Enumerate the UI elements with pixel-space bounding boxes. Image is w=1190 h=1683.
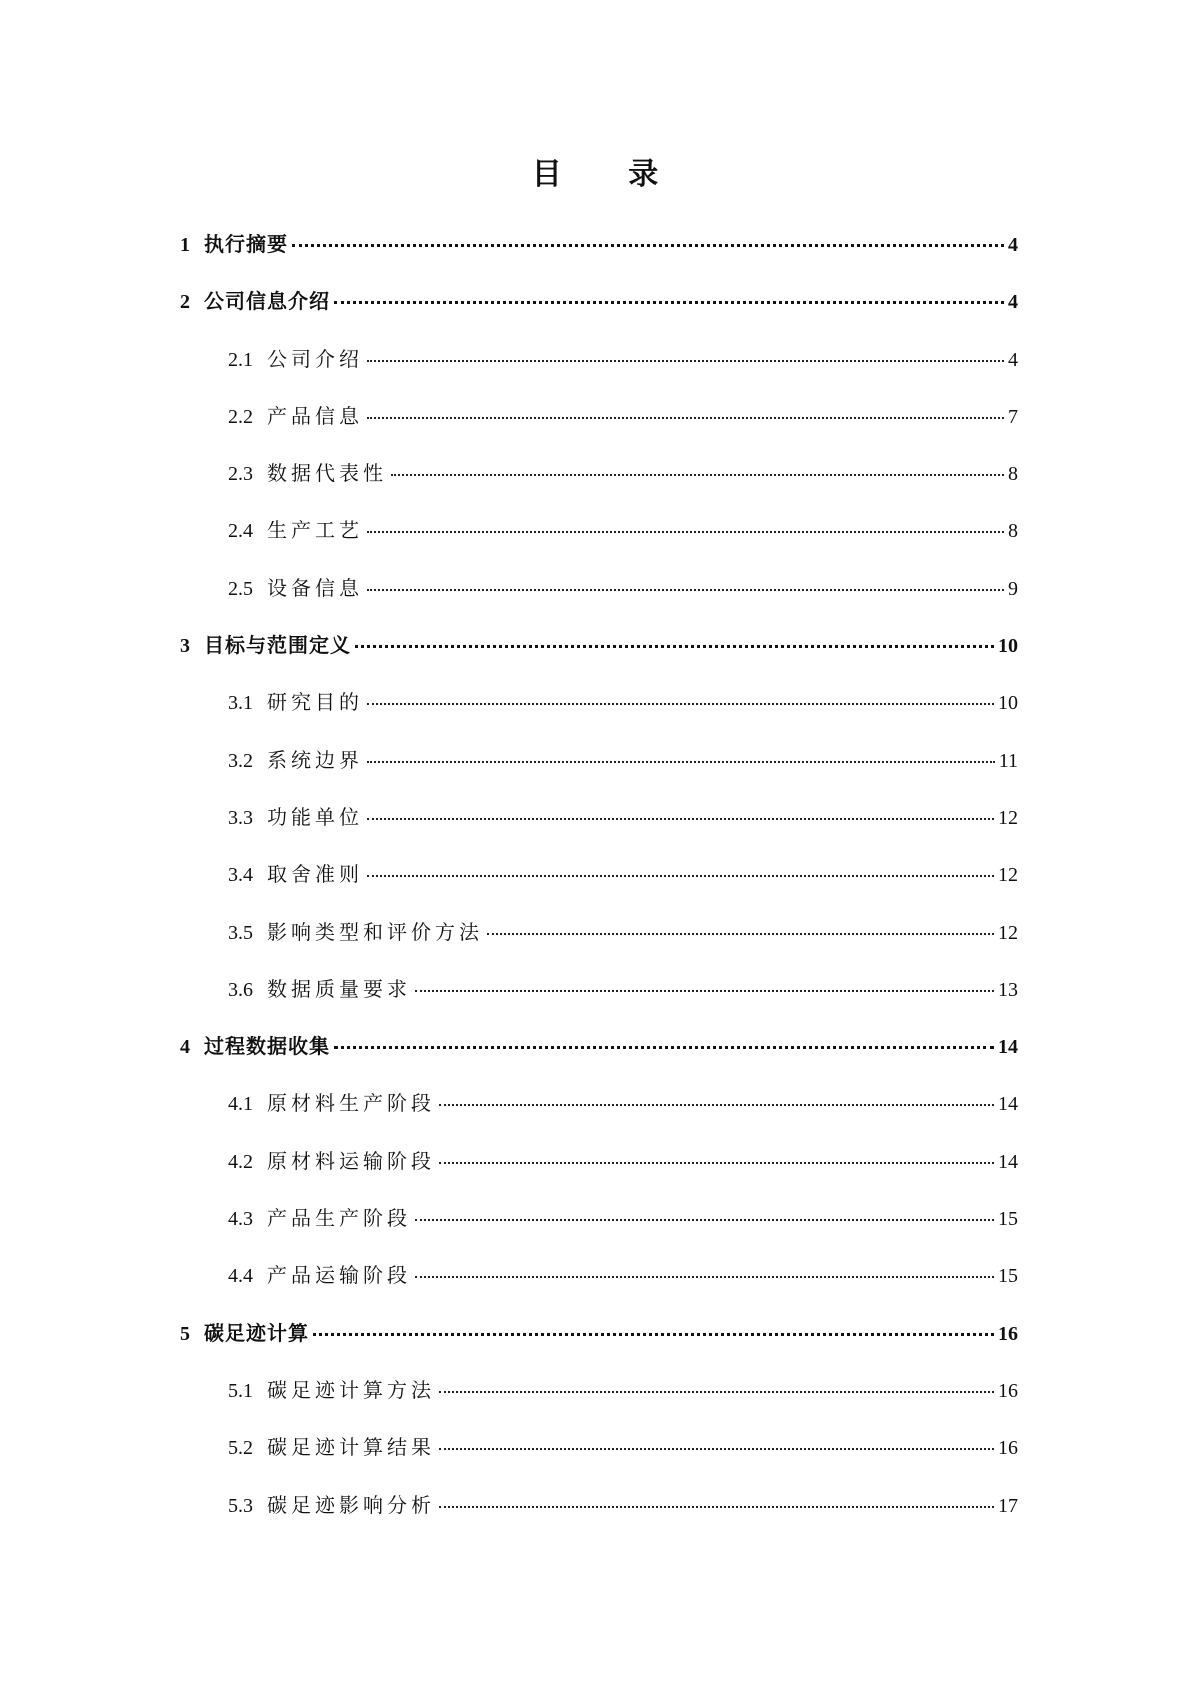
toc-section-entry[interactable] [180, 515, 1018, 572]
toc-section-entry[interactable] [180, 745, 1018, 802]
toc-page-number: 7 [1008, 405, 1018, 428]
toc-section-entry[interactable] [180, 1088, 1018, 1145]
toc-dot-leader [367, 589, 1004, 591]
toc-section-entry[interactable] [180, 573, 1018, 630]
toc-entry-number: 2.1 [228, 348, 253, 371]
toc-section-entry[interactable] [180, 917, 1018, 974]
toc-dot-leader [334, 1046, 994, 1049]
toc-section-entry[interactable] [180, 401, 1018, 458]
toc-entry-title: 生产工艺 [267, 518, 363, 543]
toc-section-entry[interactable] [180, 687, 1018, 744]
toc-chapter-entry[interactable] [180, 630, 1018, 687]
toc-dot-leader [367, 360, 1004, 362]
toc-page-number: 10 [998, 635, 1018, 658]
table-of-contents [180, 229, 1018, 1547]
toc-entry-number: 4 [180, 1036, 190, 1059]
toc-entry-title: 过程数据收集 [204, 1034, 330, 1059]
toc-dot-leader [367, 818, 994, 820]
toc-section-entry[interactable] [180, 1260, 1018, 1317]
toc-entry-title: 影响类型和评价方法 [267, 919, 483, 944]
toc-chapter-entry[interactable] [180, 229, 1018, 286]
toc-entry-title: 目标与范围定义 [204, 633, 351, 658]
toc-dot-leader [391, 474, 1004, 476]
toc-dot-leader [487, 933, 994, 935]
toc-section-entry[interactable] [180, 974, 1018, 1031]
toc-entry-title: 碳足迹计算 [204, 1320, 309, 1345]
toc-entry-title: 产品生产阶段 [267, 1206, 411, 1231]
toc-page-number: 12 [998, 864, 1018, 887]
toc-entry-number: 3 [180, 635, 190, 658]
toc-entry-title: 取舍准则 [267, 862, 363, 887]
toc-entry-title: 设备信息 [267, 575, 363, 600]
toc-entry-number: 4.1 [228, 1093, 253, 1116]
toc-page-number: 12 [998, 921, 1018, 944]
toc-entry-number: 4.2 [228, 1150, 253, 1173]
toc-entry-number: 2 [180, 291, 190, 314]
toc-section-entry[interactable] [180, 1490, 1018, 1547]
toc-dot-leader [355, 645, 994, 648]
toc-page-number: 11 [998, 749, 1018, 772]
toc-dot-leader [313, 1333, 994, 1336]
toc-page-number: 15 [998, 1208, 1018, 1231]
toc-title: 目 录 [531, 157, 687, 192]
toc-entry-title: 碳足迹影响分析 [267, 1492, 435, 1517]
toc-dot-leader [292, 244, 1004, 247]
toc-page-number: 10 [998, 692, 1018, 715]
toc-page-number: 8 [1008, 463, 1018, 486]
toc-section-entry[interactable] [180, 1432, 1018, 1489]
toc-section-entry[interactable] [180, 458, 1018, 515]
toc-section-entry[interactable] [180, 859, 1018, 916]
toc-entry-number: 3.1 [228, 692, 253, 715]
toc-entry-number: 4.4 [228, 1265, 253, 1288]
toc-entry-title: 碳足迹计算结果 [267, 1435, 435, 1460]
toc-entry-title: 数据代表性 [267, 461, 387, 486]
toc-section-entry[interactable] [180, 1146, 1018, 1203]
toc-dot-leader [439, 1448, 994, 1450]
toc-dot-leader [415, 1219, 994, 1221]
toc-section-entry[interactable] [180, 802, 1018, 859]
toc-chapter-entry[interactable] [180, 1031, 1018, 1088]
toc-page-number: 14 [998, 1093, 1018, 1116]
toc-chapter-entry[interactable] [180, 1318, 1018, 1375]
toc-dot-leader [367, 875, 994, 877]
toc-entry-number: 2.3 [228, 463, 253, 486]
toc-entry-number: 5.1 [228, 1379, 253, 1402]
toc-page-number: 13 [998, 978, 1018, 1001]
toc-entry-title: 原材料运输阶段 [267, 1148, 435, 1173]
toc-page-number: 4 [1008, 348, 1018, 371]
toc-entry-title: 公司信息介绍 [204, 289, 330, 314]
toc-entry-title: 产品信息 [267, 403, 363, 428]
toc-page-number: 14 [998, 1150, 1018, 1173]
toc-entry-number: 5 [180, 1322, 190, 1345]
toc-entry-number: 2.2 [228, 405, 253, 428]
toc-entry-number: 5.2 [228, 1437, 253, 1460]
toc-dot-leader [439, 1104, 994, 1106]
toc-entry-title: 公司介绍 [267, 346, 363, 371]
toc-page-number: 4 [1008, 291, 1018, 314]
toc-page-number: 15 [998, 1265, 1018, 1288]
toc-entry-number: 3.3 [228, 806, 253, 829]
toc-entry-title: 数据质量要求 [267, 976, 411, 1001]
toc-page-number: 9 [1008, 577, 1018, 600]
toc-section-entry[interactable] [180, 344, 1018, 401]
toc-entry-number: 1 [180, 234, 190, 256]
toc-entry-title: 产品运输阶段 [267, 1263, 411, 1288]
toc-page-number: 4 [1008, 234, 1018, 256]
toc-dot-leader [439, 1506, 994, 1508]
toc-page-number: 8 [1008, 520, 1018, 543]
toc-dot-leader [367, 531, 1004, 533]
toc-entry-title: 系统边界 [267, 747, 363, 772]
toc-section-entry[interactable] [180, 1203, 1018, 1260]
toc-entry-number: 3.4 [228, 864, 253, 887]
toc-entry-number: 4.3 [228, 1208, 253, 1231]
toc-dot-leader [415, 990, 994, 992]
toc-dot-leader [367, 703, 994, 705]
toc-page-number: 17 [998, 1494, 1018, 1517]
toc-section-entry[interactable] [180, 1375, 1018, 1432]
toc-dot-leader [367, 417, 1004, 419]
toc-dot-leader [415, 1276, 994, 1278]
toc-page-number: 14 [998, 1036, 1018, 1059]
toc-entry-title: 原材料生产阶段 [267, 1091, 435, 1116]
toc-dot-leader [439, 1391, 994, 1393]
toc-entry-number: 3.2 [228, 749, 253, 772]
toc-entry-title: 研究目的 [267, 690, 363, 715]
toc-page-number: 16 [998, 1322, 1018, 1345]
toc-entry-title: 碳足迹计算方法 [267, 1377, 435, 1402]
toc-entry-number: 5.3 [228, 1494, 253, 1517]
toc-page-number: 12 [998, 806, 1018, 829]
toc-entry-number: 2.4 [228, 520, 253, 543]
toc-page-number: 16 [998, 1437, 1018, 1460]
toc-dot-leader [367, 761, 995, 763]
toc-dot-leader [334, 301, 1004, 304]
toc-entry-title: 执行摘要 [204, 232, 288, 256]
toc-entry-number: 3.6 [228, 978, 253, 1001]
toc-page-number: 16 [998, 1379, 1018, 1402]
toc-chapter-entry[interactable] [180, 286, 1018, 343]
toc-entry-title: 功能单位 [267, 804, 363, 829]
toc-entry-number: 3.5 [228, 921, 253, 944]
toc-dot-leader [439, 1162, 994, 1164]
toc-entry-number: 2.5 [228, 577, 253, 600]
